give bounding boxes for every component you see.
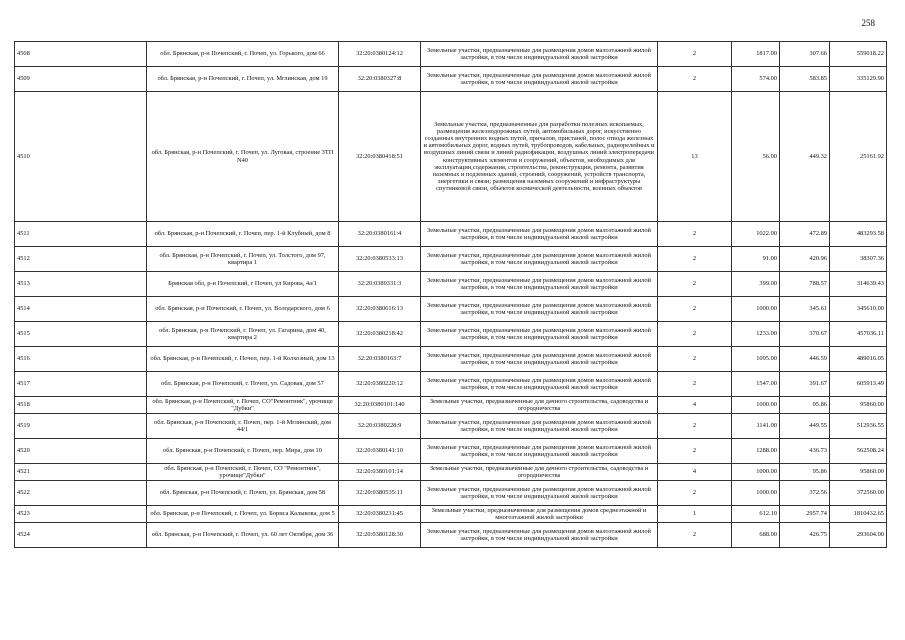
row-cadastral-value: 335129.90: [830, 67, 887, 92]
row-area: 1022.00: [732, 222, 780, 247]
table-row: [15, 464, 887, 481]
row-address: обл. Брянская, р-н Почепский, г. Почеп, ул. Мглинская, дом 19: [147, 67, 339, 92]
row-land-use: Земельные участки, предназначенные для размещения домов малоэтажной жилой застройки, в том числе индивидуальной жилой застройки: [421, 523, 658, 548]
table-row: [15, 439, 887, 464]
row-land-use: Земельные участки, предназначенные для размещения домов малоэтажной жилой застройки, в том числе индивидуальной жилой застройки: [421, 372, 658, 397]
row-address: обл. Брянская, р-н Почепский, г. Почеп, ул. Бориса Калыкова, дом 5: [147, 506, 339, 523]
row-land-use: Земельные участки, предназначенные для дачного строительства, садоводства и огородничества: [421, 397, 658, 414]
table-row: [15, 481, 887, 506]
page-number: 258: [861, 18, 875, 28]
row-area: 1000.00: [732, 397, 780, 414]
table-row: [15, 67, 887, 92]
row-use-code: 2: [658, 414, 732, 439]
row-cadastral-value: 559018.22: [830, 42, 887, 67]
row-number: 4515: [15, 322, 147, 347]
row-cadastral-number: 32:20:0380533:13: [339, 247, 421, 272]
row-number: 4512: [15, 247, 147, 272]
table-row: [15, 272, 887, 297]
row-use-code: 2: [658, 439, 732, 464]
row-cadastral-number: 32:20:0380141:10: [339, 439, 421, 464]
row-specific-value: 583.85: [780, 67, 830, 92]
table-row: [15, 372, 887, 397]
row-area: 1000.00: [732, 297, 780, 322]
row-number: 4510: [15, 92, 147, 222]
row-cadastral-value: 372560.00: [830, 481, 887, 506]
row-number: 4516: [15, 347, 147, 372]
table-row: [15, 42, 887, 67]
row-land-use: Земельные участки, предназначенные для размещения домов малоэтажной жилой застройки, в том числе индивидуальной жилой застройки: [421, 347, 658, 372]
row-area: 688.00: [732, 523, 780, 548]
row-cadastral-value: 314639.43: [830, 272, 887, 297]
row-cadastral-number: 32:20:0380418:51: [339, 92, 421, 222]
row-land-use: Земельные участки, предназначенные для размещения домов малоэтажной жилой застройки, в том числе индивидуальной жилой застройки: [421, 481, 658, 506]
row-cadastral-number: 32:20:0380220:12: [339, 372, 421, 397]
row-cadastral-number: 32:20:0380124:12: [339, 42, 421, 67]
land-registry-table: [14, 41, 887, 548]
row-specific-value: 436.73: [780, 439, 830, 464]
row-use-code: 1: [658, 506, 732, 523]
row-cadastral-value: 512936.55: [830, 414, 887, 439]
row-use-code: 2: [658, 372, 732, 397]
table-row: [15, 247, 887, 272]
row-cadastral-number: 32:20:0380327:8: [339, 67, 421, 92]
row-cadastral-value: 489016.05: [830, 347, 887, 372]
row-number: 4509: [15, 67, 147, 92]
row-cadastral-value: 95860.00: [830, 464, 887, 481]
row-address: обл. Брянская, р-н Почепский, г. Почеп, ул. Брянская, дом 58: [147, 481, 339, 506]
row-number: 4524: [15, 523, 147, 548]
row-use-code: 4: [658, 397, 732, 414]
table-row: [15, 297, 887, 322]
row-cadastral-number: 32:20:0380616:13: [339, 297, 421, 322]
row-area: 1000.00: [732, 464, 780, 481]
row-specific-value: 426.75: [780, 523, 830, 548]
row-land-use: Земельные участки, предназначенные для размещения домов малоэтажной жилой застройки, в том числе индивидуальной жилой застройки: [421, 439, 658, 464]
row-address: обл. Брянская, р-н Почепский, г. Почеп, пер. 1-й Колхозный, дом 13: [147, 347, 339, 372]
table-row: [15, 347, 887, 372]
row-use-code: 2: [658, 481, 732, 506]
row-cadastral-number: 32:20:0380128:30: [339, 523, 421, 548]
row-area: 91.00: [732, 247, 780, 272]
row-address: обл. Брянская, р-н Почепский, г. Почеп, пер. 1-й Клубный, дом 8: [147, 222, 339, 247]
row-number: 4514: [15, 297, 147, 322]
row-specific-value: 788.57: [780, 272, 830, 297]
row-number: 4518: [15, 397, 147, 414]
row-address: обл. Брянская, р-н Почепский, г. Почеп, ул. Толстого, дом 97, квартира 1: [147, 247, 339, 272]
row-specific-value: 345.61: [780, 297, 830, 322]
row-land-use: Земельные участки, предназначенные для размещения домов малоэтажной жилой застройки, в том числе индивидуальной жилой застройки: [421, 247, 658, 272]
row-number: 4517: [15, 372, 147, 397]
row-use-code: 2: [658, 222, 732, 247]
row-area: 1547.00: [732, 372, 780, 397]
row-address: обл. Брянская, р-н Почепский, г. Почеп, ул. Горького, дом 66: [147, 42, 339, 67]
row-cadastral-value: 293604.00: [830, 523, 887, 548]
row-area: 1141.00: [732, 414, 780, 439]
row-cadastral-number: 32:20:0380535:11: [339, 481, 421, 506]
row-area: 1817.00: [732, 42, 780, 67]
row-cadastral-number: 32:20:0380101:14: [339, 464, 421, 481]
row-specific-value: 95.86: [780, 397, 830, 414]
row-number: 4519: [15, 414, 147, 439]
row-address: обл. Брянская, р-н Почепский, г. Почеп, ул. 60 лет Октября, дом 36: [147, 523, 339, 548]
row-area: 1233.00: [732, 322, 780, 347]
row-specific-value: 370.67: [780, 322, 830, 347]
row-address: обл. Брянская, р-н Почепский, г. Почеп, ул. Садовая, дом 57: [147, 372, 339, 397]
row-specific-value: 2957.74: [780, 506, 830, 523]
row-cadastral-value: 345610.00: [830, 297, 887, 322]
row-address: обл. Брянская, р-н Почепский, г. Почеп, СО"Ремонтник", урочище "Дубки": [147, 397, 339, 414]
row-cadastral-value: 605913.49: [830, 372, 887, 397]
row-cadastral-value: 457036.11: [830, 322, 887, 347]
row-land-use: Земельные участки, предназначенные для дачного строительства, садоводства и огородничества: [421, 464, 658, 481]
row-address: Брянская обл, р-н Почепский, г Почеп, ул Кирова, 4а/1: [147, 272, 339, 297]
row-area: 574.00: [732, 67, 780, 92]
row-number: 4521: [15, 464, 147, 481]
row-specific-value: 449.55: [780, 414, 830, 439]
row-address: обл. Брянская, р-н Почепский, г. Почеп, ул. Гагарина, дом 40, квартира 2: [147, 322, 339, 347]
table-row: [15, 506, 887, 523]
row-land-use: Земельные участки, предназначенные для размещения домов малоэтажной жилой застройки, в том числе индивидуальной жилой застройки: [421, 222, 658, 247]
row-specific-value: 472.89: [780, 222, 830, 247]
row-cadastral-number: 32:20:0380163:7: [339, 347, 421, 372]
row-cadastral-number: 32:20:0380331:3: [339, 272, 421, 297]
row-number: 4523: [15, 506, 147, 523]
row-use-code: 2: [658, 67, 732, 92]
row-cadastral-value: 483293.58: [830, 222, 887, 247]
row-number: 4520: [15, 439, 147, 464]
row-specific-value: 446.59: [780, 347, 830, 372]
row-specific-value: 372.56: [780, 481, 830, 506]
row-area: 1095.00: [732, 347, 780, 372]
row-number: 4508: [15, 42, 147, 67]
row-cadastral-number: 32:20:0380218:42: [339, 322, 421, 347]
row-use-code: 2: [658, 322, 732, 347]
row-cadastral-number: 32:20:0380161:4: [339, 222, 421, 247]
row-cadastral-value: 25161.92: [830, 92, 887, 222]
row-cadastral-number: 32:20:0380228:9: [339, 414, 421, 439]
row-land-use: Земельные участки, предназначенные для размещения домов малоэтажной жилой застройки, в том числе индивидуальной жилой застройки: [421, 42, 658, 67]
row-cadastral-number: 32:20:0380101:140: [339, 397, 421, 414]
row-use-code: 2: [658, 42, 732, 67]
row-land-use: Земельные участки, предназначенные для размещения домов среднеэтажной и многоэтажной жилой застройки: [421, 506, 658, 523]
row-area: 612.10: [732, 506, 780, 523]
row-cadastral-value: 1810432.65: [830, 506, 887, 523]
row-number: 4511: [15, 222, 147, 247]
row-specific-value: 449.32: [780, 92, 830, 222]
row-cadastral-value: 38307.36: [830, 247, 887, 272]
row-use-code: 2: [658, 297, 732, 322]
row-land-use: Земельные участки, предназначенные для разработки полезных ископаемых, размещения железнодорожных путей, автомобильных дорог, искусственно созданных внутренних водных путей, причалов, пристаней, полос отвода железных и автомобильных дорог, водных путей, трубопроводов, кабельных, радиорелейных и воздушных линий связи и линий радиофикации, воздушных линий электропередачи конструктивных элементов и сооружений, объектов, необходимых для эксплуатации,содержания, строительства, реконструкции, ремонта, развития наземных и подземных зданий, строений, сооружений, устройств транспорта, энергетики и связи; размещения наземных сооружений и инфраструктуры спутниковой связи, объектов космической деятельности, военных объектов: [421, 92, 658, 222]
row-area: 1288.00: [732, 439, 780, 464]
table-row: [15, 414, 887, 439]
row-address: обл. Брянская, р-н Почепский, г. Почеп, пер. Мира, дом 10: [147, 439, 339, 464]
row-use-code: 13: [658, 92, 732, 222]
row-use-code: 2: [658, 247, 732, 272]
row-land-use: Земельные участки, предназначенные для размещения домов малоэтажной жилой застройки, в том числе индивидуальной жилой застройки: [421, 322, 658, 347]
row-address: обл. Брянская, р-н Почепский, г. Почеп, пер. 1-й Мглинский, дом 44/1: [147, 414, 339, 439]
row-area: 399.00: [732, 272, 780, 297]
row-use-code: 2: [658, 347, 732, 372]
row-number: 4513: [15, 272, 147, 297]
row-address: обл. Брянская, р-н Почепский, г. Почеп, ул. Луговая, строение ЗТП N40: [147, 92, 339, 222]
row-specific-value: 391.67: [780, 372, 830, 397]
row-land-use: Земельные участки, предназначенные для размещения домов малоэтажной жилой застройки, в том числе индивидуальной жилой застройки: [421, 297, 658, 322]
row-specific-value: 307.66: [780, 42, 830, 67]
row-use-code: 2: [658, 523, 732, 548]
row-cadastral-number: 32:20:0380231:45: [339, 506, 421, 523]
row-address: обл. Брянская, р-н Почепский, г. Почеп, СО "Ремонтник", урочище"Дубки": [147, 464, 339, 481]
row-use-code: 2: [658, 272, 732, 297]
table-row: [15, 322, 887, 347]
row-use-code: 4: [658, 464, 732, 481]
row-land-use: Земельные участки, предназначенные для размещения домов малоэтажной жилой застройки, в том числе индивидуальной жилой застройки: [421, 272, 658, 297]
row-specific-value: 420.96: [780, 247, 830, 272]
row-area: 56.00: [732, 92, 780, 222]
row-land-use: Земельные участки, предназначенные для размещения домов малоэтажной жилой застройки, в том числе индивидуальной жилой застройки: [421, 67, 658, 92]
row-cadastral-value: 562508.24: [830, 439, 887, 464]
row-cadastral-value: 95860.00: [830, 397, 887, 414]
row-land-use: Земельные участки, предназначенные для размещения домов малоэтажной жилой застройки, в том числе индивидуальной жилой застройки: [421, 414, 658, 439]
row-specific-value: 95.86: [780, 464, 830, 481]
row-area: 1000.00: [732, 481, 780, 506]
table-row: [15, 397, 887, 414]
table-row: [15, 523, 887, 548]
table-row: [15, 222, 887, 247]
table-row: [15, 92, 887, 222]
row-address: обл. Брянская, р-н Почепский, г. Почеп, ул. Володарского, дом 6: [147, 297, 339, 322]
row-number: 4522: [15, 481, 147, 506]
